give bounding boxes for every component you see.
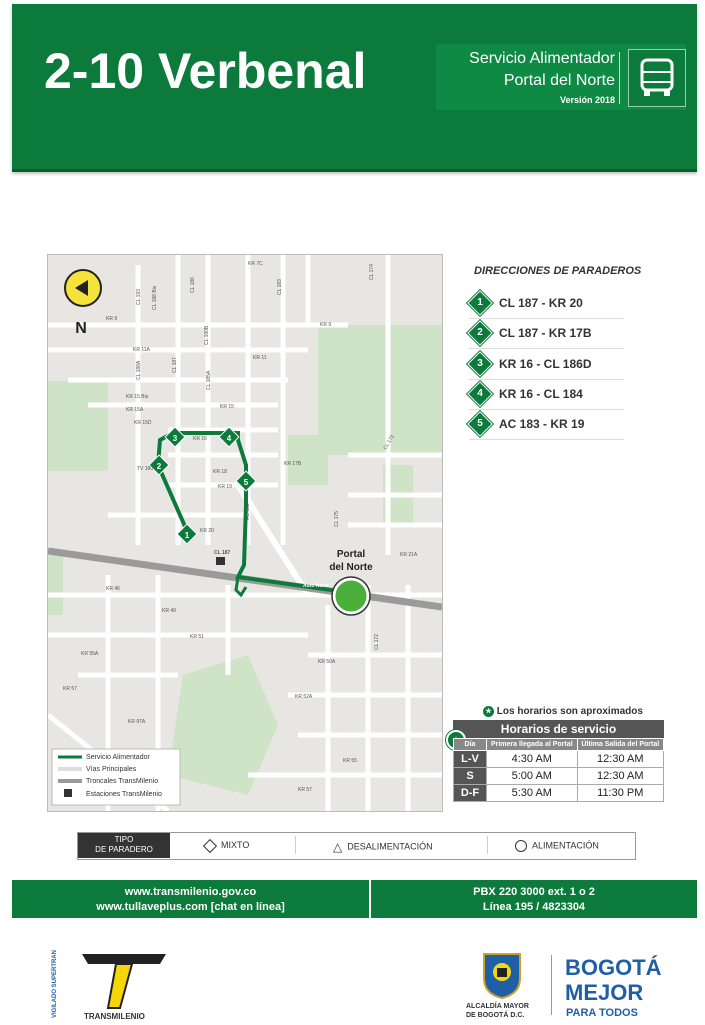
street-label: KR 49 <box>162 608 176 614</box>
street-label: KR 15A <box>126 407 144 413</box>
bogota-logo-line1: BOGOTÁ <box>565 955 662 980</box>
park-area <box>288 435 328 485</box>
street-label: KR 18 <box>213 469 227 475</box>
street-label: KR 17B <box>284 461 302 467</box>
phone-line: Línea 195 / 4823304 <box>482 901 586 913</box>
street-label: KR 57 <box>298 787 312 793</box>
street-label: CL 186 <box>190 277 196 293</box>
street-label: KR 20 <box>200 528 214 534</box>
route-map[interactable] <box>47 254 443 812</box>
svg-text:VIGILADO SUPERTRANSPORTE: VIGILADO SUPERTRANSPORTE <box>52 950 58 1018</box>
stop-type-label: TIPO DE PARADERO <box>78 833 170 858</box>
transmilenio-label: TRANSMILENIO <box>84 1012 145 1021</box>
diamond-outline-icon <box>203 839 217 853</box>
street-label: KR 9 <box>320 322 332 328</box>
table-row: S 5:00 AM 12:30 AM <box>454 768 664 785</box>
street-label: KR 15 Bis <box>126 394 149 400</box>
divider <box>487 836 488 854</box>
stop-item[interactable]: 1 CL 187 - KR 20 <box>469 290 624 319</box>
street-label: KR 11 <box>253 355 267 361</box>
street-label: CL 172 <box>374 634 380 650</box>
col-last: Última Salida del Portal <box>577 739 663 751</box>
svg-text:3: 3 <box>172 434 178 443</box>
street-label: KR 21A <box>400 552 418 558</box>
svg-text:4: 4 <box>226 434 232 443</box>
street-label: KR 46 <box>106 586 120 592</box>
station-icon <box>216 557 225 565</box>
col-day: Día <box>454 739 487 751</box>
street-label: CL 183 <box>277 279 283 295</box>
alcaldia-label: DE BOGOTÁ D.C. <box>466 1012 525 1019</box>
street-label: TV 180 <box>137 466 154 472</box>
park-area <box>48 555 63 615</box>
street-label: KR 52A <box>295 694 313 700</box>
street-label: KR 57 <box>63 686 77 692</box>
schedule-table <box>453 738 664 802</box>
legend-alimentacion: ALIMENTACIÓN <box>515 840 599 852</box>
star-icon: ★ <box>483 706 494 717</box>
bogota-logo-line3: PARA TODOS <box>566 1007 638 1019</box>
street-label: KR 19 <box>218 484 232 490</box>
schedule-note: ★ Los horarios son aproximados <box>483 706 643 717</box>
autopista-label: Auto Norte <box>303 583 329 589</box>
schedule-title: Horarios de servicio <box>453 720 664 738</box>
alcaldia-label: ALCALDÍA MAYOR <box>466 1003 529 1010</box>
street-label: CL 175 <box>334 511 340 527</box>
street-label: KR 9 <box>106 316 118 322</box>
table-row: D-F 5:30 AM 11:30 PM <box>454 785 664 802</box>
route-title: 2-10 Verbenal <box>44 43 367 99</box>
street-label: KR 97A <box>128 719 146 725</box>
street-label: CL 187 <box>172 357 178 373</box>
svg-text:5: 5 <box>243 478 249 487</box>
stop-item[interactable]: 2 CL 187 - KR 17B <box>469 320 624 349</box>
legend-mixto: MIXTO <box>205 840 249 851</box>
legend-label: Vías Principales <box>86 766 137 773</box>
street-label: KR 7C <box>248 261 263 267</box>
street-label: KR 51 <box>190 634 204 640</box>
street-label: KR 55A <box>81 651 99 657</box>
bogota-crest-icon <box>480 950 524 1000</box>
bus-icon <box>628 49 686 107</box>
park-area <box>48 381 108 471</box>
website-link[interactable]: www.transmilenio.gov.co <box>124 886 257 898</box>
legend-label: Estaciones TransMilenio <box>86 791 162 798</box>
chat-link[interactable]: www.tullaveplus.com [chat en línea] <box>96 901 285 913</box>
street-label: CL 188 Bis <box>152 285 158 310</box>
park-area <box>318 325 442 455</box>
service-portal: Portal del Norte <box>503 72 615 89</box>
street-label: KR 16 <box>193 436 207 442</box>
north-label: N <box>75 320 87 337</box>
table-row: L-V 4:30 AM 12:30 AM <box>454 751 664 768</box>
vigilado-logo <box>48 950 64 1020</box>
street-label: KR 55 <box>343 758 357 764</box>
divider <box>295 836 296 854</box>
legend-desalimentacion: △ DESALIMENTACIÓN <box>333 840 433 854</box>
street-label: CL 173 <box>382 434 396 451</box>
col-first: Primera llegada al Portal <box>487 739 578 751</box>
version-label: Versión 2018 <box>559 95 615 105</box>
street-label: CL 190B <box>204 325 210 345</box>
portal-norte-marker[interactable] <box>334 579 368 613</box>
portal-label-1: Portal <box>336 549 366 560</box>
triangle-outline-icon: △ <box>333 840 343 854</box>
header-divider <box>619 52 620 104</box>
legend-swatch <box>64 789 72 797</box>
street-label: CL 185A <box>206 370 212 390</box>
stops-title: DIRECCIONES DE PARADEROS <box>474 265 642 277</box>
street-label: KR 11A <box>133 347 150 353</box>
street-label: CL 174 <box>369 264 375 280</box>
stop-item[interactable]: 5 AC 183 - KR 19 <box>469 411 624 440</box>
bogota-logo-line2: MEJOR <box>565 980 644 1005</box>
street-label: KR 50A <box>318 659 336 665</box>
divider <box>551 955 552 1015</box>
legend-label: Servicio Alimentador <box>86 754 150 761</box>
phone-pbx: PBX 220 3000 ext. 1 o 2 <box>473 886 595 898</box>
street-label: AC 183 <box>245 503 251 520</box>
service-type: Servicio Alimentador <box>469 50 615 67</box>
portal-label-2: del Norte <box>329 562 373 573</box>
stop-item[interactable]: 3 KR 16 - CL 186D <box>469 351 624 380</box>
svg-text:1: 1 <box>184 531 190 540</box>
street-label: CL 188A <box>136 360 142 380</box>
legend-label: Troncales TransMilenio <box>86 778 159 785</box>
circle-outline-icon <box>515 840 527 852</box>
station-label: CL 187 <box>214 550 231 556</box>
street-label: KR 15 <box>220 404 234 410</box>
street-label: CL 193 <box>136 289 142 305</box>
street-label: KR 15D <box>134 420 152 426</box>
svg-text:2: 2 <box>156 462 162 471</box>
stop-item[interactable]: 4 KR 16 - CL 184 <box>469 381 624 410</box>
